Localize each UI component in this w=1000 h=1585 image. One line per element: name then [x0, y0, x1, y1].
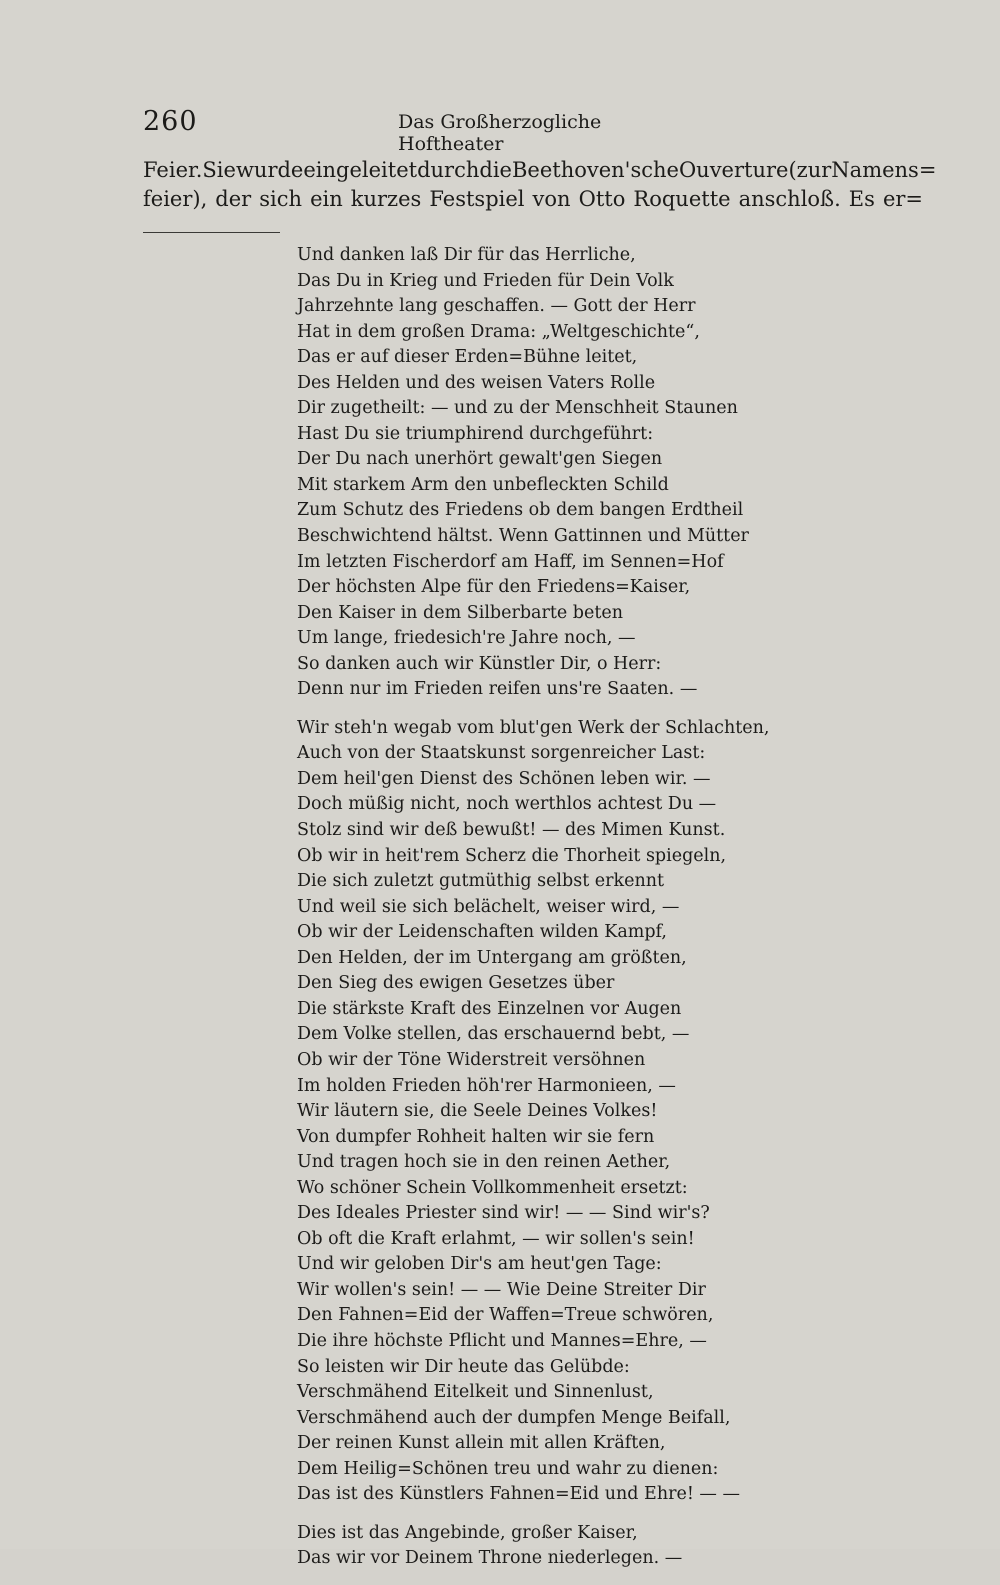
verse-line: Um lange, friedesich're Jahre noch, — [297, 628, 636, 649]
verse-line: Das Du in Krieg und Frieden für Dein Volk [297, 270, 674, 291]
prose-word: ein [310, 187, 343, 211]
verse-line: Ob oft die Kraft erlahmt, — wir sollen's sein! [297, 1228, 695, 1249]
verse-line: Dir zugetheilt: — und zu der Menschheit Staunen [297, 398, 738, 419]
prose-word: die [479, 158, 512, 182]
footnote-divider-rule [143, 232, 280, 233]
prose-line [143, 185, 923, 214]
verse-line: Dies ist das Angebinde, großer Kaiser, [297, 1522, 638, 1543]
verse-line: Dem Heilig=Schönen treu und wahr zu dienen: [297, 1458, 719, 1479]
verse-line: Stolz sind wir deß bewußt! — des Mimen Kunst. [297, 820, 726, 841]
prose-word: durch [417, 158, 480, 182]
verse-line: Im letzten Fischerdorf am Haff, im Sennen=Hof [297, 551, 724, 572]
verse-line: Auch von der Staatskunst sorgenreicher Last: [297, 743, 706, 764]
prose-word: Sie [202, 158, 236, 182]
verse-line: Ob wir der Töne Widerstreit versöhnen [297, 1049, 646, 1070]
prose-word: Roquette [633, 187, 731, 211]
prose-word: Festspiel [429, 187, 525, 211]
verse-line: Der höchsten Alpe für den Friedens=Kaiser, [297, 577, 691, 598]
verse-line: Und weil sie sich belächelt, weiser wird, — [297, 896, 680, 917]
page-number: 260 [143, 106, 198, 137]
prose-word: anschloß. [738, 187, 841, 211]
stanza [297, 243, 857, 703]
verse-line: Des Ideales Priester sind wir! — — Sind wir's? [297, 1203, 710, 1224]
verse-line: Die ihre höchste Pflicht und Mannes=Ehre, — [297, 1330, 707, 1351]
verse-line: Doch müßig nicht, noch werthlos achtest Du — [297, 794, 717, 815]
verse-line: Wir steh'n wegab vom blut'gen Werk der Schlachten, [297, 717, 770, 738]
verse-line: Und danken laß Dir für das Herrliche, [297, 245, 636, 265]
verse-line: Das wir vor Deinem Throne niederlegen. — [297, 1548, 683, 1569]
verse-line: Jahrzehnte lang geschaffen. — Gott der Herr [297, 296, 696, 317]
prose-word: Otto [578, 187, 626, 211]
verse-line: Zum Schutz des Friedens ob dem bangen Erdtheil [297, 500, 744, 521]
verse-line: Der reinen Kunst allein mit allen Kräften, [297, 1433, 666, 1454]
prose-word: wurde [235, 158, 304, 182]
stanza [297, 1521, 857, 1572]
prose-word: von [532, 187, 571, 211]
verse-line: Im holden Frieden höh'rer Harmonieen, — [297, 1075, 676, 1096]
verse-line: Dem Volke stellen, das erschauernd bebt, — [297, 1024, 690, 1045]
verse-line: Ob wir der Leidenschaften wilden Kampf, [297, 922, 667, 943]
verse-line: Hat in dem großen Drama: „Weltgeschichte“, [297, 321, 700, 342]
verse-line: Den Fahnen=Eid der Waffen=Treue schwören, [297, 1305, 714, 1326]
verse-line: Wo schöner Schein Vollkommenheit ersetzt: [297, 1177, 688, 1198]
verse-line: Ob wir in heit'rem Scherz die Thorheit spiegeln, [297, 845, 727, 866]
prose-word: kurzes [350, 187, 422, 211]
verse-line: Den Kaiser in dem Silberbarte beten [297, 602, 624, 623]
prose-paragraph [143, 156, 937, 214]
verse-line: Das ist des Künstlers Fahnen=Eid und Ehre! — — [297, 1484, 740, 1505]
verse-line: So leisten wir Dir heute das Gelübde: [297, 1356, 630, 1377]
prose-word: der [215, 187, 252, 211]
verse-line: Und tragen hoch sie in den reinen Aether, [297, 1152, 671, 1173]
verse-line: Das er auf dieser Erden=Bühne leitet, [297, 347, 638, 368]
verse-line: Dem heil'gen Dienst des Schönen leben wir. — [297, 768, 711, 789]
prose-word: Ouverture [678, 158, 789, 182]
prose-word: Es [848, 187, 875, 211]
verse-line: Von dumpfer Rohheit halten wir sie fern [297, 1126, 655, 1147]
verse-line: Den Sieg des ewigen Gesetzes über [297, 973, 615, 994]
verse-line: Wir läutern sie, die Seele Deines Volkes! [297, 1101, 658, 1122]
prose-word: sich [259, 187, 303, 211]
verse-line: Hast Du sie triumphirend durchgeführt: [297, 423, 654, 444]
prose-word: Feier. [143, 158, 203, 182]
verse-line: Mit starkem Arm den unbefleckten Schild [297, 474, 669, 495]
poem [297, 243, 857, 1585]
verse-line: Den Helden, der im Untergang am größten, [297, 947, 687, 968]
prose-word: eingeleitet [303, 158, 418, 182]
prose-word: Beethoven'sche [511, 158, 679, 182]
verse-line: Des Helden und des weisen Vaters Rolle [297, 372, 656, 393]
verse-line: Beschwichtend hältst. Wenn Gattinnen und Mütter [297, 526, 749, 547]
running-title: Das Großherzogliche Hoftheater [398, 111, 602, 155]
prose-line [143, 156, 937, 185]
verse-line: So danken auch wir Künstler Dir, o Herr: [297, 653, 662, 674]
running-head [143, 106, 673, 155]
verse-line: Die sich zuletzt gutmüthig selbst erkennt [297, 871, 665, 892]
verse-line: Denn nur im Frieden reifen uns're Saaten. — [297, 679, 698, 700]
verse-line: Und wir geloben Dir's am heut'gen Tage: [297, 1254, 662, 1275]
prose-word: (zur [788, 158, 832, 182]
verse-line: Verschmähend auch der dumpfen Menge Beifall, [297, 1407, 731, 1428]
verse-line: Der Du nach unerhört gewalt'gen Siegen [297, 449, 663, 470]
prose-word: Namens= [831, 158, 937, 182]
verse-line: Die stärkste Kraft des Einzelnen vor Augen [297, 998, 682, 1019]
prose-word: feier), [143, 187, 208, 211]
verse-line: Wir wollen's sein! — — Wie Deine Streiter Dir [297, 1279, 706, 1300]
stanza [297, 716, 857, 1508]
prose-word: er= [882, 187, 923, 211]
verse-line: Verschmähend Eitelkeit und Sinnenlust, [297, 1382, 654, 1403]
